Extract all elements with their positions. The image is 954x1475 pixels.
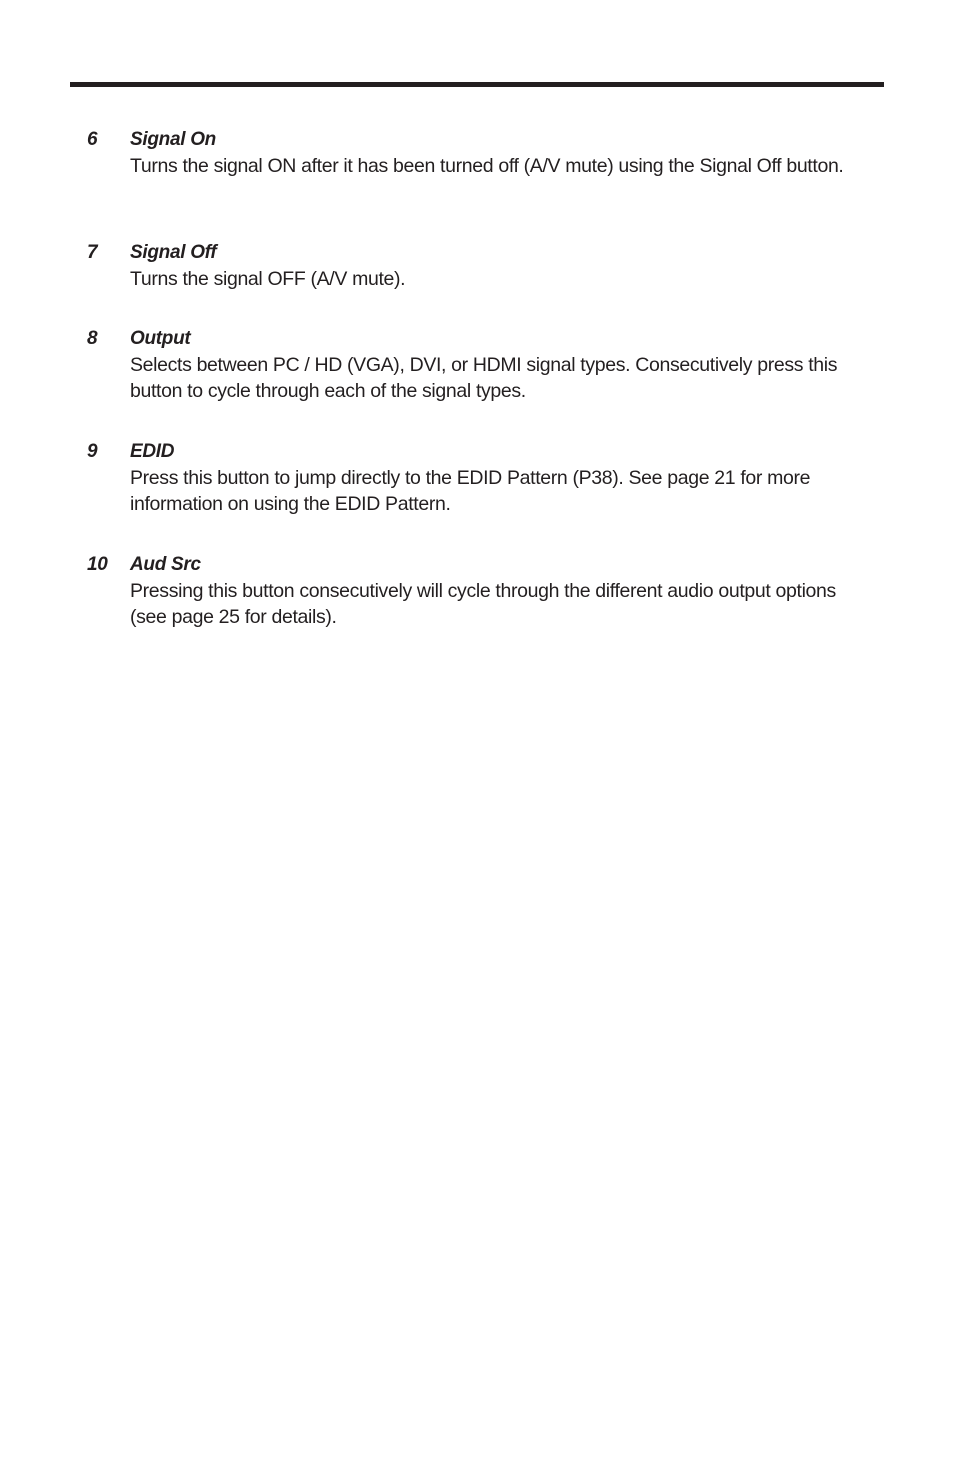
header-rule	[70, 82, 884, 87]
item-description: Pressing this button consecutively will cycle through the different audio output options (see page 25 for details).	[130, 580, 836, 628]
item-number: 9	[87, 441, 98, 462]
item-number: 8	[87, 328, 98, 349]
item-description: Turns the signal ON after it has been turned off (A/V mute) using the Signal Off button.	[130, 155, 844, 177]
item-description: Press this button to jump directly to the EDID Pattern (P38). See page 21 for more information on using the EDID Pattern.	[130, 467, 811, 515]
item-description: Selects between PC / HD (VGA), DVI, or HDMI signal types. Consecutively press this button to cycle through each of the signal types.	[130, 354, 838, 402]
item-title: Signal On	[130, 129, 216, 150]
item-number: 10	[87, 554, 108, 575]
item-title: Signal Off	[130, 242, 217, 263]
item-number: 6	[87, 129, 98, 150]
item-number: 7	[87, 242, 98, 263]
item-description: Turns the signal OFF (A/V mute).	[130, 268, 406, 290]
item-title: Aud Src	[130, 554, 201, 575]
item-title: Output	[130, 328, 191, 349]
item-title: EDID	[130, 441, 175, 462]
